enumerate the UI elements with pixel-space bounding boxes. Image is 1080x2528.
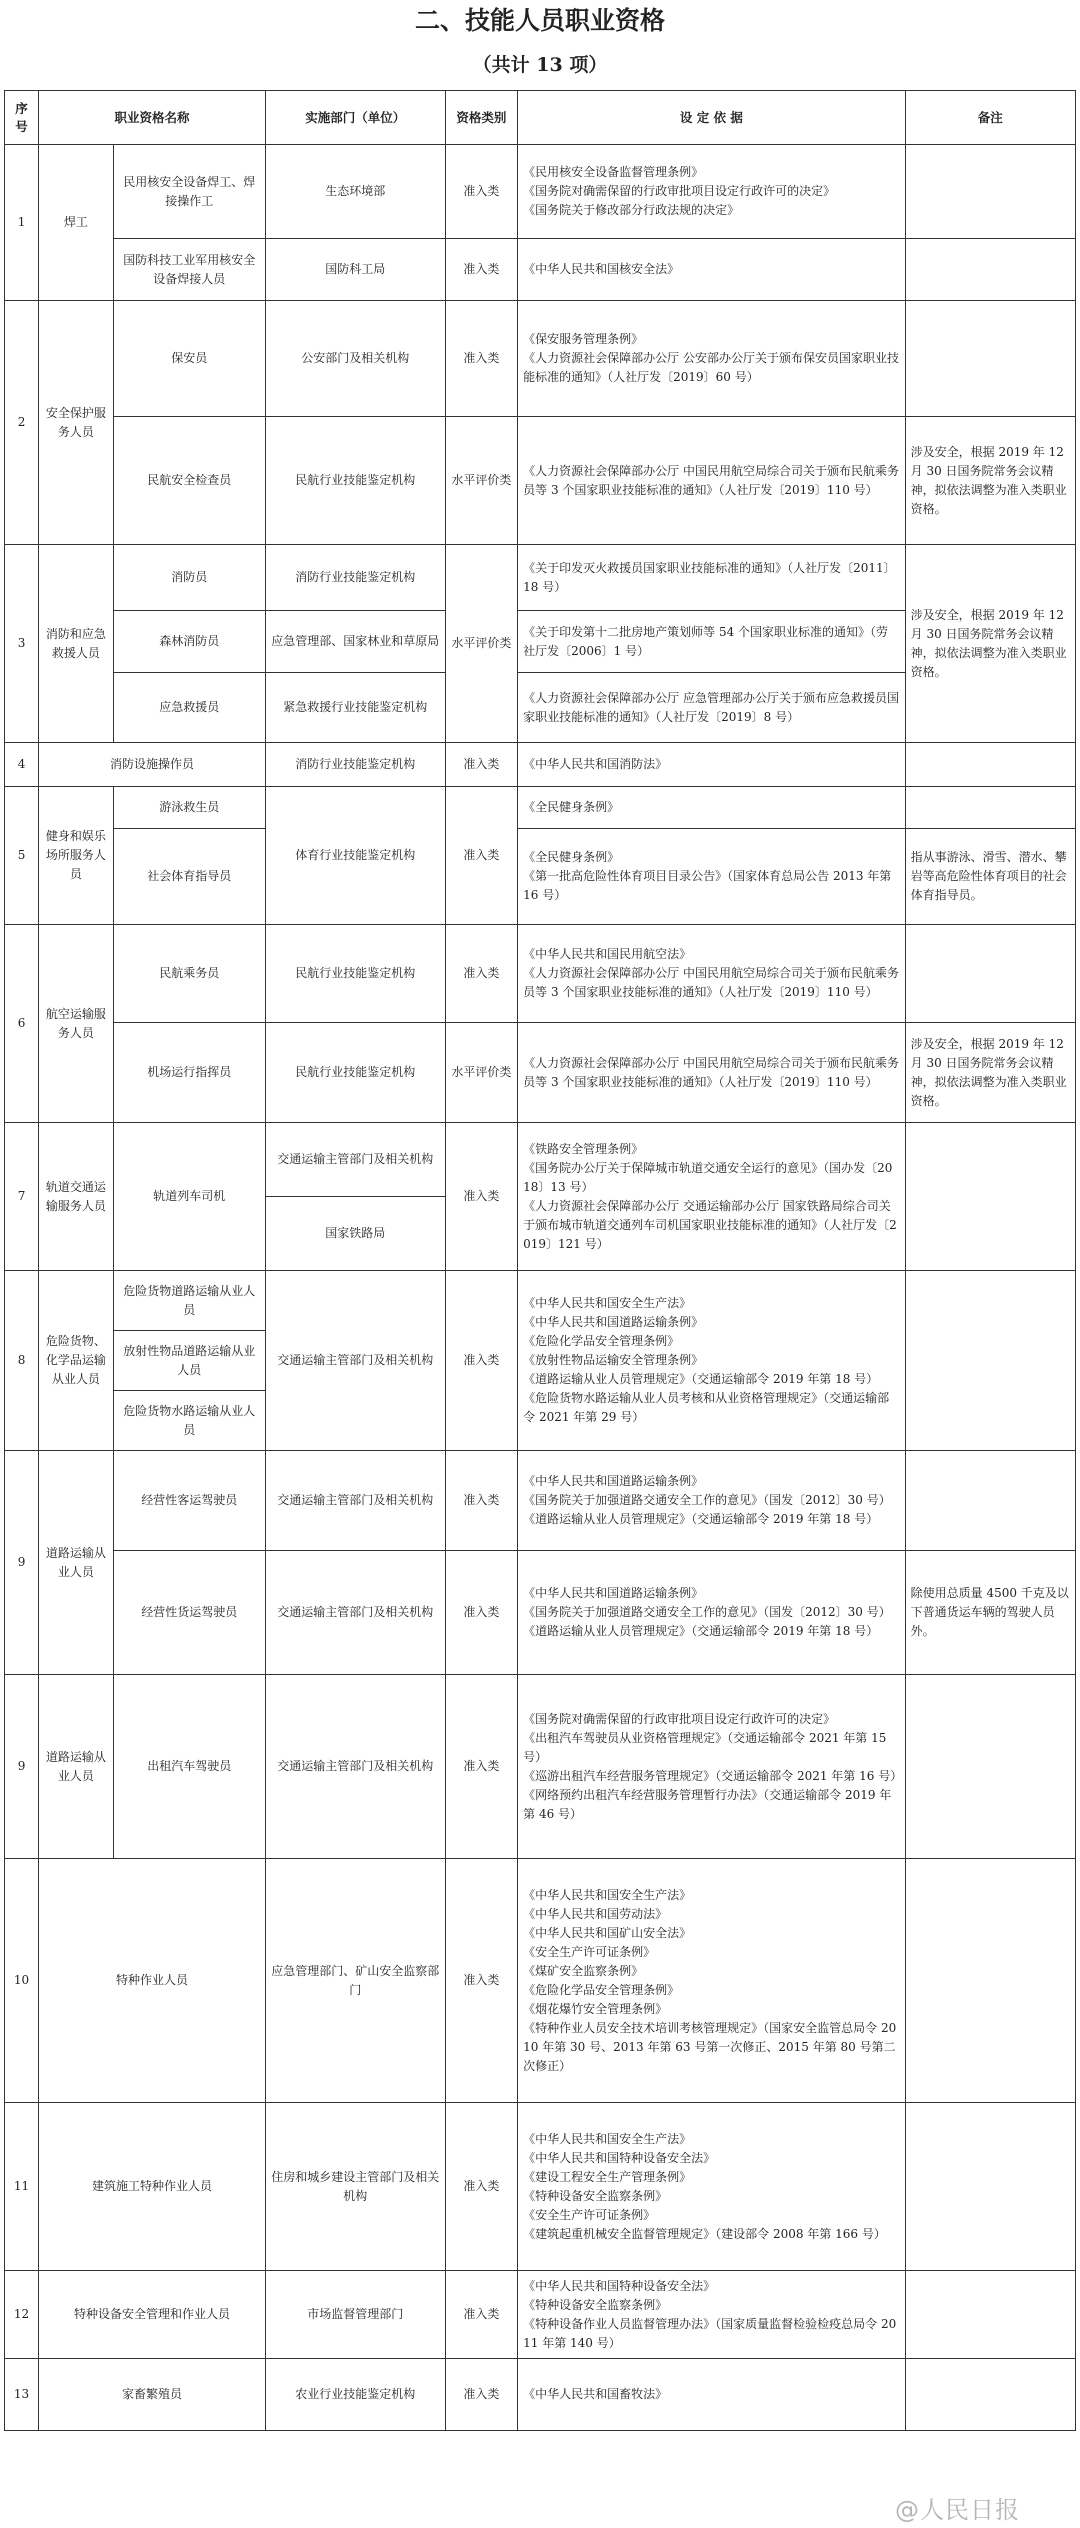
remark-cell bbox=[905, 301, 1075, 417]
row-no: 3 bbox=[5, 545, 39, 743]
row-no: 11 bbox=[5, 2103, 39, 2271]
basis-cell: 《国务院对确需保留的行政审批项目设定行政许可的决定》 《出租汽车驾驶员从业资格管理规定》（交通运输部令 2021 年第 15 号） 《巡游出租汽车经营服务管理规定》（交通运输部令 2021 年第 16 号） 《网络预约出租汽车经营服务管理暂行办法》（交通运输部令 2019 年第 46 号） bbox=[518, 1675, 906, 1859]
basis-cell: 《人力资源社会保障部办公厅 应急管理部办公厅关于颁布应急救援员国家职业技能标准的通知》（人社厅发〔2019〕8 号） bbox=[518, 673, 906, 743]
basis-cell: 《中华人民共和国安全生产法》 《中华人民共和国劳动法》 《中华人民共和国矿山安全法》 《安全生产许可证条例》 《煤矿安全监察条例》 《危险化学品安全管理条例》 《烟花爆竹安全管理条例》 《特种作业人员安全技术培训考核管理规定》（国家安全监管总局令 2010 年第 30 号、2013 年第 63 号第一次修正、2015 年第 80 号第二次修正） bbox=[518, 1859, 906, 2103]
qualification-name: 民航安全检查员 bbox=[113, 417, 265, 545]
row-no: 12 bbox=[5, 2271, 39, 2359]
category-cell: 道路运输从业人员 bbox=[39, 1675, 114, 1859]
dept-cell: 体育行业技能鉴定机构 bbox=[265, 787, 445, 925]
table-header-row bbox=[5, 91, 1076, 145]
qualification-name: 民航乘务员 bbox=[113, 925, 265, 1023]
table-row bbox=[5, 1023, 1076, 1123]
dept-cell: 交通运输主管部门及相关机构 bbox=[265, 1675, 445, 1859]
table-row bbox=[5, 2103, 1076, 2271]
table-row bbox=[5, 1551, 1076, 1675]
dept-cell: 国防科工局 bbox=[265, 239, 445, 301]
basis-cell: 《中华人民共和国安全生产法》 《中华人民共和国道路运输条例》 《危险化学品安全管理条例》 《放射性物品运输安全管理条例》 《道路运输从业人员管理规定》（交通运输部令 2019 年第 18 号） 《危险货物水路运输从业人员考核和从业资格管理规定》（交通运输部令 2021 年第 29 号） bbox=[518, 1271, 906, 1451]
qualification-name: 出租汽车驾驶员 bbox=[113, 1675, 265, 1859]
qualification-name: 国防科技工业军用核安全设备焊接人员 bbox=[113, 239, 265, 301]
qualification-name: 消防员 bbox=[113, 545, 265, 611]
row-no: 4 bbox=[5, 743, 39, 787]
type-cell: 准入类 bbox=[445, 1675, 517, 1859]
row-no: 9 bbox=[5, 1675, 39, 1859]
remark-cell bbox=[905, 1451, 1075, 1551]
qualification-table bbox=[4, 90, 1076, 2431]
header-remark: 备注 bbox=[905, 91, 1075, 145]
basis-cell: 《人力资源社会保障部办公厅 中国民用航空局综合司关于颁布民航乘务员等 3 个国家职业技能标准的通知》（人社厅发〔2019〕110 号） bbox=[518, 1023, 906, 1123]
dept-cell: 国家铁路局 bbox=[265, 1197, 445, 1271]
row-no: 10 bbox=[5, 1859, 39, 2103]
dept-cell: 交通运输主管部门及相关机构 bbox=[265, 1271, 445, 1451]
qualification-name: 消防设施操作员 bbox=[39, 743, 266, 787]
qualification-name: 轨道列车司机 bbox=[113, 1123, 265, 1271]
table-row bbox=[5, 743, 1076, 787]
type-cell: 准入类 bbox=[445, 1271, 517, 1451]
document-subtitle: （共计 13 项） bbox=[472, 54, 608, 76]
qualification-name: 经营性客运驾驶员 bbox=[113, 1451, 265, 1551]
remark-cell bbox=[905, 1859, 1075, 2103]
qualification-name: 经营性货运驾驶员 bbox=[113, 1551, 265, 1675]
remark-cell: 涉及安全，根据 2019 年 12 月 30 日国务院常务会议精神，拟依法调整为准入类职业资格。 bbox=[905, 417, 1075, 545]
row-no: 13 bbox=[5, 2359, 39, 2431]
qualification-name: 特种设备安全管理和作业人员 bbox=[39, 2271, 266, 2359]
qualification-name: 建筑施工特种作业人员 bbox=[39, 2103, 266, 2271]
type-cell: 准入类 bbox=[445, 239, 517, 301]
table-row bbox=[5, 2271, 1076, 2359]
remark-cell bbox=[905, 239, 1075, 301]
row-no: 5 bbox=[5, 787, 39, 925]
table-row bbox=[5, 1675, 1076, 1859]
category-cell: 道路运输从业人员 bbox=[39, 1451, 114, 1675]
remark-cell bbox=[905, 743, 1075, 787]
qualification-name: 游泳救生员 bbox=[113, 787, 265, 829]
table-row bbox=[5, 2359, 1076, 2431]
basis-cell: 《中华人民共和国核安全法》 bbox=[518, 239, 906, 301]
type-cell: 准入类 bbox=[445, 1123, 517, 1271]
remark-cell bbox=[905, 1675, 1075, 1859]
type-cell: 准入类 bbox=[445, 1551, 517, 1675]
basis-cell: 《保安服务管理条例》 《人力资源社会保障部办公厅 公安部办公厅关于颁布保安员国家职业技能标准的通知》（人社厅发〔2019〕60 号） bbox=[518, 301, 906, 417]
row-no: 6 bbox=[5, 925, 39, 1123]
row-no: 7 bbox=[5, 1123, 39, 1271]
remark-cell: 涉及安全，根据 2019 年 12 月 30 日国务院常务会议精神，拟依法调整为准入类职业资格。 bbox=[905, 545, 1075, 743]
type-cell: 准入类 bbox=[445, 2103, 517, 2271]
category-cell: 航空运输服务人员 bbox=[39, 925, 114, 1123]
basis-cell: 《中华人民共和国畜牧法》 bbox=[518, 2359, 906, 2431]
dept-cell: 应急管理部、国家林业和草原局 bbox=[265, 611, 445, 673]
remark-cell bbox=[905, 145, 1075, 239]
row-no: 8 bbox=[5, 1271, 39, 1451]
basis-cell: 《关于印发第十二批房地产策划师等 54 个国家职业标准的通知》（劳社厅发〔2006〕1 号） bbox=[518, 611, 906, 673]
type-cell: 准入类 bbox=[445, 743, 517, 787]
basis-cell: 《中华人民共和国道路运输条例》 《国务院关于加强道路交通安全工作的意见》（国发〔2012〕30 号） 《道路运输从业人员管理规定》（交通运输部令 2019 年第 18 号） bbox=[518, 1451, 906, 1551]
qualification-name: 放射性物品道路运输从业人员 bbox=[113, 1331, 265, 1391]
basis-cell: 《中华人民共和国民用航空法》 《人力资源社会保障部办公厅 中国民用航空局综合司关于颁布民航乘务员等 3 个国家职业技能标准的通知》（人社厅发〔2019〕110 号） bbox=[518, 925, 906, 1023]
remark-cell bbox=[905, 1123, 1075, 1271]
basis-cell: 《中华人民共和国道路运输条例》 《国务院关于加强道路交通安全工作的意见》（国发〔2012〕30 号） 《道路运输从业人员管理规定》（交通运输部令 2019 年第 18 号） bbox=[518, 1551, 906, 1675]
qualification-name: 民用核安全设备焊工、焊接操作工 bbox=[113, 145, 265, 239]
category-cell: 危险货物、化学品运输从业人员 bbox=[39, 1271, 114, 1451]
basis-cell: 《中华人民共和国安全生产法》 《中华人民共和国特种设备安全法》 《建设工程安全生产管理条例》 《特种设备安全监察条例》 《安全生产许可证条例》 《建筑起重机械安全监督管理规定》（建设部令 2008 年第 166 号） bbox=[518, 2103, 906, 2271]
table-row bbox=[5, 925, 1076, 1023]
dept-cell: 市场监督管理部门 bbox=[265, 2271, 445, 2359]
remark-cell bbox=[905, 787, 1075, 829]
basis-cell: 《关于印发灭火救援员国家职业技能标准的通知》（人社厅发〔2011〕18 号） bbox=[518, 545, 906, 611]
table-row bbox=[5, 545, 1076, 611]
table-row bbox=[5, 1859, 1076, 2103]
category-cell: 焊工 bbox=[39, 145, 114, 301]
header-dept: 实施部门（单位） bbox=[265, 91, 445, 145]
table-row bbox=[5, 787, 1076, 829]
dept-cell: 住房和城乡建设主管部门及相关机构 bbox=[265, 2103, 445, 2271]
category-cell: 轨道交通运输服务人员 bbox=[39, 1123, 114, 1271]
table-row bbox=[5, 1271, 1076, 1331]
type-cell: 准入类 bbox=[445, 787, 517, 925]
basis-cell: 《中华人民共和国特种设备安全法》 《特种设备安全监察条例》 《特种设备作业人员监督管理办法》（国家质量监督检验检疫总局令 2011 年第 140 号） bbox=[518, 2271, 906, 2359]
type-cell: 准入类 bbox=[445, 301, 517, 417]
dept-cell: 消防行业技能鉴定机构 bbox=[265, 545, 445, 611]
table-row bbox=[5, 239, 1076, 301]
table-row bbox=[5, 417, 1076, 545]
qualification-name: 家畜繁殖员 bbox=[39, 2359, 266, 2431]
document-title: 二、技能人员职业资格 bbox=[414, 6, 665, 35]
header-name: 职业资格名称 bbox=[39, 91, 266, 145]
table-row bbox=[5, 829, 1076, 925]
remark-cell: 涉及安全，根据 2019 年 12 月 30 日国务院常务会议精神，拟依法调整为准入类职业资格。 bbox=[905, 1023, 1075, 1123]
basis-cell: 《人力资源社会保障部办公厅 中国民用航空局综合司关于颁布民航乘务员等 3 个国家职业技能标准的通知》（人社厅发〔2019〕110 号） bbox=[518, 417, 906, 545]
header-no: 序号 bbox=[5, 91, 39, 145]
category-cell: 消防和应急救援人员 bbox=[39, 545, 114, 743]
qualification-name: 危险货物道路运输从业人员 bbox=[113, 1271, 265, 1331]
remark-cell bbox=[905, 925, 1075, 1023]
table-row bbox=[5, 301, 1076, 417]
dept-cell: 民航行业技能鉴定机构 bbox=[265, 925, 445, 1023]
remark-cell bbox=[905, 1271, 1075, 1451]
qualification-name: 森林消防员 bbox=[113, 611, 265, 673]
category-cell: 健身和娱乐场所服务人员 bbox=[39, 787, 114, 925]
type-cell: 准入类 bbox=[445, 925, 517, 1023]
basis-cell: 《铁路安全管理条例》 《国务院办公厅关于保障城市轨道交通安全运行的意见》（国办发〔2018〕13 号） 《人力资源社会保障部办公厅 交通运输部办公厅 国家铁路局综合司关于颁布城市轨道交通列车司机国家职业技能标准的通知》（人社厅发〔2019〕121 号） bbox=[518, 1123, 906, 1271]
dept-cell: 紧急救援行业技能鉴定机构 bbox=[265, 673, 445, 743]
basis-cell: 《民用核安全设备监督管理条例》 《国务院对确需保留的行政审批项目设定行政许可的决定》 《国务院关于修改部分行政法规的决定》 bbox=[518, 145, 906, 239]
type-cell: 准入类 bbox=[445, 145, 517, 239]
table-row bbox=[5, 1451, 1076, 1551]
table-row bbox=[5, 1123, 1076, 1197]
category-cell: 安全保护服务人员 bbox=[39, 301, 114, 545]
dept-cell: 交通运输主管部门及相关机构 bbox=[265, 1451, 445, 1551]
dept-cell: 交通运输主管部门及相关机构 bbox=[265, 1123, 445, 1197]
row-no: 9 bbox=[5, 1451, 39, 1675]
basis-cell: 《全民健身条例》 bbox=[518, 787, 906, 829]
basis-cell: 《中华人民共和国消防法》 bbox=[518, 743, 906, 787]
remark-cell bbox=[905, 2103, 1075, 2271]
qualification-name: 特种作业人员 bbox=[39, 1859, 266, 2103]
dept-cell: 农业行业技能鉴定机构 bbox=[265, 2359, 445, 2431]
header-type: 资格类别 bbox=[445, 91, 517, 145]
basis-cell: 《全民健身条例》 《第一批高危险性体育项目目录公告》（国家体育总局公告 2013 年第 16 号） bbox=[518, 829, 906, 925]
dept-cell: 消防行业技能鉴定机构 bbox=[265, 743, 445, 787]
remark-cell: 除使用总质量 4500 千克及以下普通货运车辆的驾驶人员外。 bbox=[905, 1551, 1075, 1675]
qualification-name: 应急救援员 bbox=[113, 673, 265, 743]
type-cell: 水平评价类 bbox=[445, 545, 517, 743]
dept-cell: 民航行业技能鉴定机构 bbox=[265, 417, 445, 545]
type-cell: 准入类 bbox=[445, 2271, 517, 2359]
type-cell: 水平评价类 bbox=[445, 1023, 517, 1123]
type-cell: 准入类 bbox=[445, 1451, 517, 1551]
remark-cell: 指从事游泳、滑雪、潜水、攀岩等高危险性体育项目的社会体育指导员。 bbox=[905, 829, 1075, 925]
row-no: 2 bbox=[5, 301, 39, 545]
dept-cell: 民航行业技能鉴定机构 bbox=[265, 1023, 445, 1123]
dept-cell: 公安部门及相关机构 bbox=[265, 301, 445, 417]
qualification-name: 保安员 bbox=[113, 301, 265, 417]
table-row bbox=[5, 145, 1076, 239]
type-cell: 准入类 bbox=[445, 2359, 517, 2431]
type-cell: 准入类 bbox=[445, 1859, 517, 2103]
dept-cell: 生态环境部 bbox=[265, 145, 445, 239]
watermark: @人民日报 bbox=[895, 2496, 1020, 2524]
header-basis: 设 定 依 据 bbox=[518, 91, 906, 145]
qualification-name: 社会体育指导员 bbox=[113, 829, 265, 925]
qualification-name: 机场运行指挥员 bbox=[113, 1023, 265, 1123]
remark-cell bbox=[905, 2359, 1075, 2431]
remark-cell bbox=[905, 2271, 1075, 2359]
dept-cell: 应急管理部门、矿山安全监察部门 bbox=[265, 1859, 445, 2103]
qualification-name: 危险货物水路运输从业人员 bbox=[113, 1391, 265, 1451]
row-no: 1 bbox=[5, 145, 39, 301]
type-cell: 水平评价类 bbox=[445, 417, 517, 545]
dept-cell: 交通运输主管部门及相关机构 bbox=[265, 1551, 445, 1675]
